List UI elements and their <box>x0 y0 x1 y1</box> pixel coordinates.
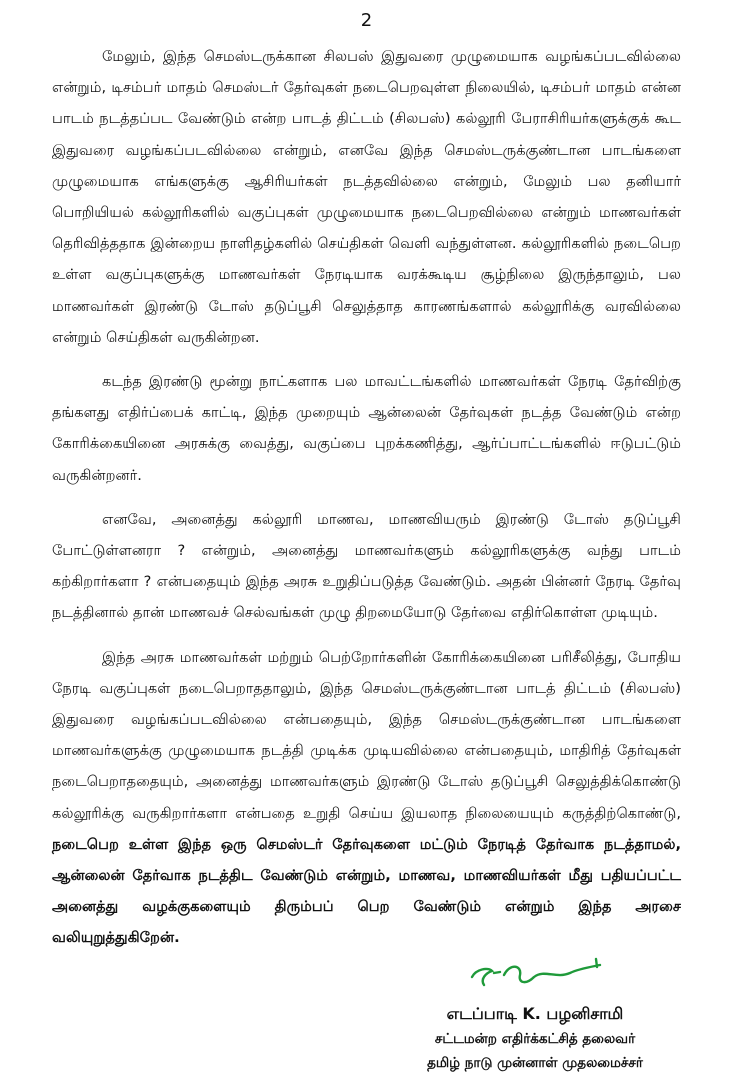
signatory-title-2: தமிழ் நாடு முன்னாள் முதலமைச்சர் <box>427 1055 643 1071</box>
paragraph-4-text: இந்த அரசு மாணவர்கள் மற்றும் பெற்றோர்களின் கோரிக்கையினை பரிசீலித்து, போதிய நேரடி வகுப்புகள் நடைபெறாததாலும், இந்த செமஸ்டருக்குண்டான பாடத் திட்டம் (சிலபஸ்) இதுவரை வழங்கப்படவில்லை என்பதையும், இந்த செமஸ்டருக்குண்டான பாடங்களை மாணவர்களுக்கு முழுமையாக நடத்தி முடிக்க முடியவில்லை என்பதையும், மாதிரித் தேர்வுகள் நடைபெறாததையும், அனைத்து மாணவர்களும் இரண்டு டோஸ் தடுப்பூசி செலுத்திக்கொண்டு கல்லூரிக்கு வருகிறார்களா என்பதை உறுதி செய்ய இயலாத நிலையையும் கருத்திற்கொண்டு, <box>52 648 681 822</box>
page-number: 2 <box>360 10 373 31</box>
paragraph-2: கடந்த இரண்டு மூன்று நாட்களாக பல மாவட்டங்களில் மாணவர்கள் நேரடி தேர்விற்கு தங்களது எதிர்ப்பைக் காட்டி, இந்த முறையும் ஆன்லைன் தேர்வுகள் நடத்த வேண்டும் என்ற கோரிக்கையினை அரசுக்கு வைத்து, வகுப்பை புறக்கணித்து, ஆர்ப்பாட்டங்களில் ஈடுபட்டும் வருகின்றனர். <box>52 373 681 484</box>
paragraph-4 <box>52 642 681 954</box>
paragraph-3: எனவே, அனைத்து கல்லூரி மாணவ, மாணவியரும் இரண்டு டோஸ் தடுப்பூசி போட்டுள்ளனரா ? என்றும், அனைத்து மாணவர்களும் கல்லூரிகளுக்கு வந்து பாடம் கற்கிறார்களா ? என்பதையும் இந்த அரசு உறுதிப்படுத்த வேண்டும். அதன் பின்னர் நேரடி தேர்வு நடத்தினால் தான் மாணவச் செல்வங்கள் முழு திறமையோடு தேர்வை எதிர்கொள்ள முடியும். <box>52 510 681 622</box>
handwritten-signature-icon <box>460 955 610 995</box>
paragraph-1: மேலும், இந்த செமஸ்டருக்கான சிலபஸ் இதுவரை முழுமையாக வழங்கப்படவில்லை என்றும், டிசம்பர் மாதம் செமஸ்டர் தேர்வுகள் நடைபெறவுள்ள நிலையில், டிசம்பர் மாதம் என்ன பாடம் நடத்தப்பட வேண்டும் என்ற பாடத் திட்டம் (சிலபஸ்) கல்லூரி பேராசிரியர்களுக்குக் கூட இதுவரை வழங்கப்படவில்லை என்றும், எனவே இந்த செமஸ்டருக்குண்டான பாடங்களை முழுமையாக எங்களுக்கு ஆசிரியர்கள் நடத்தவில்லை என்றும், மேலும் பல தனியார் பொறியியல் கல்லூரிகளில் வகுப்புகள் முழுமையாக நடைபெறவில்லை என்றும் மாணவர்கள் தெரிவித்ததாக இன்றைய நாளிதழ்களில் செய்திகள் வெளி வந்துள்ளன. கல்லூரிகளில் நடைபெற உள்ள வகுப்புகளுக்கு மாணவர்கள் நேரடியாக வரக்கூடிய சூழ்நிலை இருந்தாலும், பல மாணவர்கள் இரண்டு டோஸ் தடுப்பூசி செலுத்தாத காரணங்களால் கல்லூரிக்கு வரவில்லை என்றும் செய்திகள் வருகின்றன. <box>52 48 681 346</box>
signature-block <box>385 955 685 1075</box>
signatory-title-1: சட்டமன்ற எதிர்க்கட்சித் தலைவர் <box>434 1031 636 1047</box>
signatory-name: எடப்பாடி K. பழனிசாமி <box>446 1004 624 1023</box>
paragraph-4-bold-demand: நடைபெற உள்ள இந்த ஒரு செமஸ்டர் தேர்வுகளை மட்டும் நேரடித் தேர்வாக நடத்தாமல், ஆன்லைன் தேர்வாக நடத்திட வேண்டும் என்றும், மாணவ, மாணவியர்கள் மீது பதியப்பட்ட அனைத்து வழக்குகளையும் திரும்பப் பெற வேண்டும் என்றும் இந்த அரசை வலியுறுத்துகிறேன். <box>52 835 681 947</box>
